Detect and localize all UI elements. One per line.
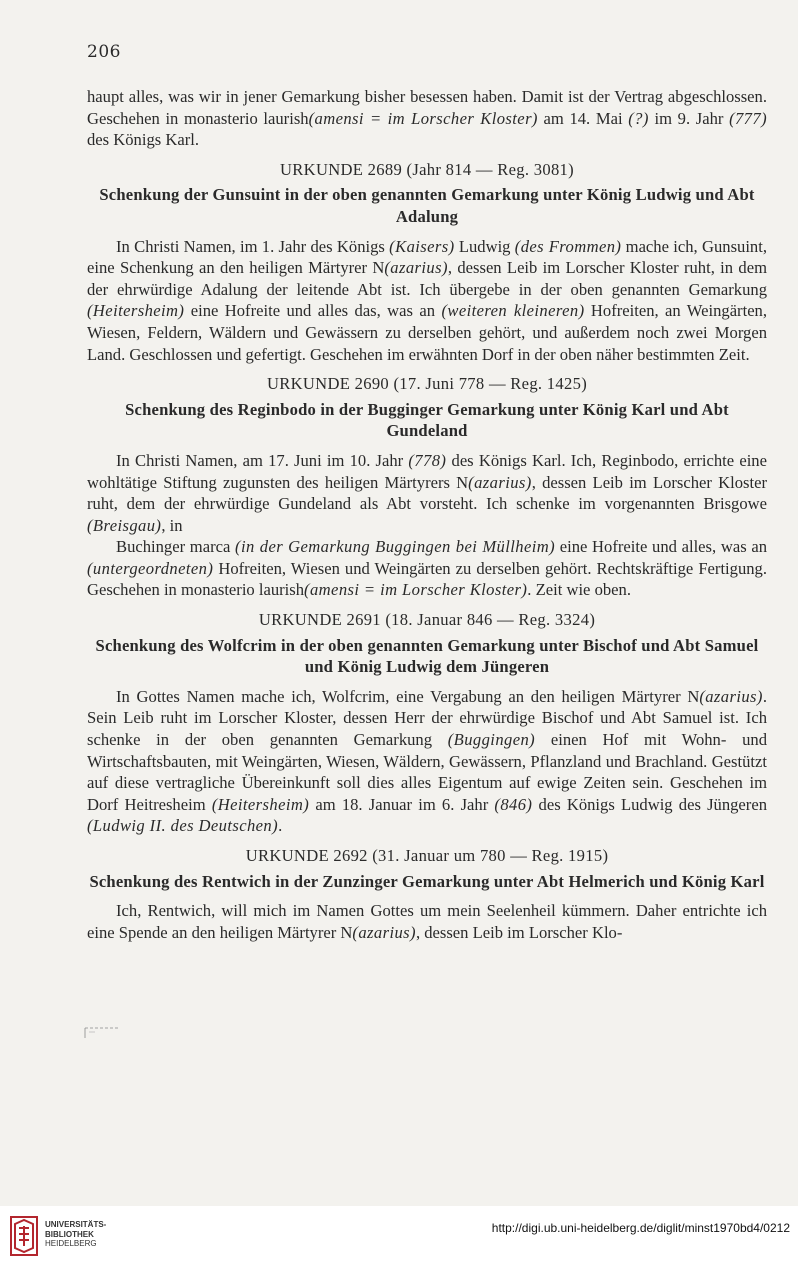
text-run: , dessen Leib im Lorscher Klo- [415,922,623,942]
text-run: , in [161,515,183,535]
document-title: Schenkung des Reginbodo in der Bugginger Gemarkung unter König Karl und Abt Gundeland [125,399,729,441]
documents [87,159,767,944]
text-run: einen Hof mit Wohn- und Wirtschaftsbauten, mit Weingärten, Wiesen, Wäldern, Gewässern, Pflanzland und Brachland. Gestützt auf diese vertragliche Übereinkunft soll dies alles Eigentum auf ewige Zeiten sein. Geschehen im Dorf Heitresheim [87,730,767,814]
text-run: In Christi Namen, im 1. Jahr des Königs [116,236,390,256]
document-paragraph [87,900,767,943]
text-run: des Königs Karl. Ich, Reginbodo, errichte eine wohltätige Stiftung zugunsten des heiligen Märtyrers N [87,450,767,492]
page-number: 206 [87,42,121,62]
document-header: URKUNDE 2692 (31. Januar um 780 — Reg. 1915) [245,846,609,865]
editorial-gloss: (des Frommen) [514,236,622,256]
document-paragraph [87,686,767,837]
editorial-gloss: (weiteren kleineren) [441,301,585,321]
text-run: des Königs Ludwig des Jüngeren [532,794,767,814]
editorial-gloss: (Heitersheim) [87,301,185,321]
page-url-link[interactable]: http://digi.ub.uni-heidelberg.de/diglit/minst1970bd4/0212 [491,1221,790,1235]
editorial-gloss: (untergeordneten) [87,558,214,578]
editorial-gloss: (amensi = im Lorscher Kloster) [308,108,538,128]
text-run: am 14. Mai [537,108,629,128]
editorial-gloss: (azarius) [384,258,448,278]
viewer-footer [0,1206,798,1264]
text-run: am 18. Januar im 6. Jahr [309,794,495,814]
text-run: eine Hofreite und alles, was an [555,537,767,557]
editorial-gloss: (Buggingen) [447,730,536,750]
editorial-gloss: (Kaisers) [389,236,455,256]
library-name-line1: UNIVERSITÄTS- [45,1220,107,1229]
editorial-gloss: (in der Gemarkung Buggingen bei Müllheim) [235,537,556,557]
library-name-line2: BIBLIOTHEK [45,1229,94,1239]
document-header: URKUNDE 2690 (17. Juni 778 — Reg. 1425) [266,374,588,394]
editorial-gloss: (Ludwig II. des Deutschen) [87,816,279,836]
library-name-line3: HEIDELBERG [45,1239,97,1248]
editorial-gloss: (azarius) [468,472,532,492]
editorial-gloss: (azarius) [352,922,416,942]
text-run: mache ich, Gunsuint, eine Schenkung an den heiligen Märtyrer N [87,236,767,278]
text-run: In Gottes Namen mache ich, Wolfcrim, eine Vergabung an den heiligen Märtyrer N [116,686,700,706]
document-title: Schenkung des Rentwich in der Zunzinger Gemarkung unter Abt Helmerich und König Karl [89,871,765,891]
text-run: des Königs Karl. [87,130,199,150]
editorial-gloss: (846) [494,794,533,814]
document-paragraph [87,236,767,366]
editorial-gloss: (azarius) [699,686,763,706]
text-run: Ludwig [454,236,515,256]
intro-paragraph [87,86,767,151]
university-library-logo [10,1216,38,1256]
text-run: Buchinger marca [116,537,236,557]
editorial-gloss: (Breisgau) [87,515,162,535]
editorial-gloss: (?) [628,108,649,128]
editorial-gloss: (778) [408,450,447,470]
text-run: Hofreiten, Wiesen und Weingärten zu derselben gehört. Rechtskräftige Fertigung. Geschehen in monasterio laurish [87,558,767,600]
text-run: haupt alles, was wir in jener Gemarkung bisher besessen haben. Damit ist der Vertrag abgeschlossen. Geschehen in monasterio laurish [87,87,767,128]
text-run: . Zeit wie oben. [527,580,631,600]
text-run: , dessen Leib im Lorscher Kloster ruht, in dem der ehrwürdige Adalung der leitende Abt ist. Ich übergebe in der oben genannten Gemarkung [87,258,767,299]
scan-marker [83,1026,123,1040]
library-name [45,1220,106,1249]
document-title: Schenkung der Gunsuint in der oben genannten Gemarkung unter König Ludwig und Abt Adalung [99,185,755,226]
document-header: URKUNDE 2689 (Jahr 814 — Reg. 3081) [280,159,574,179]
document-paragraph [87,536,767,601]
text-run: Ich, Rentwich, will mich im Namen Gottes um mein Seelenheil kümmern. Daher entrichte ich eine Spende an den heiligen Märtyrer N [87,901,767,942]
document-header: URKUNDE 2691 (18. Januar 846 — Reg. 3324) [258,610,596,630]
text-run: In Christi Namen, am 17. Juni im 10. Jahr [116,450,409,470]
editorial-gloss: (Heitersheim) [211,794,310,814]
editorial-gloss: (amensi = im Lorscher Kloster) [304,580,528,600]
editorial-gloss: (777) [729,108,768,128]
text-run: Hofreiten, an Weingärten, Wiesen, Feldern, Wäldern und Gewässern zu derselben gehört, und außerdem noch zwei Morgen Land. Geschlossen und gefertigt. Geschehen im erwähnten Dorf in der oben näher bestimmten Zeit. [87,301,768,364]
document-paragraph [87,450,767,536]
page-text [87,86,767,943]
text-run: eine Hofreite und alles das, was an [184,301,442,321]
text-run: . Sein Leib ruht im Lorscher Kloster, dessen Herr der ehrwürdige Bischof und Abt Samuel ist. Ich schenke in der oben genannten Gemarkung [87,686,767,750]
text-run: , dessen Leib im Lorscher Kloster ruht, dem der ehrwürdige Gundeland als Abt vorsteht. Ich schenke im vorgenannten Brisgowe [87,472,767,514]
text-run: . [278,816,283,836]
text-run: im 9. Jahr [648,108,730,128]
document-title: Schenkung des Wolfcrim in der oben genannten Gemarkung unter Bischof und Abt Samuel und König Ludwig dem Jüngeren [95,635,759,677]
